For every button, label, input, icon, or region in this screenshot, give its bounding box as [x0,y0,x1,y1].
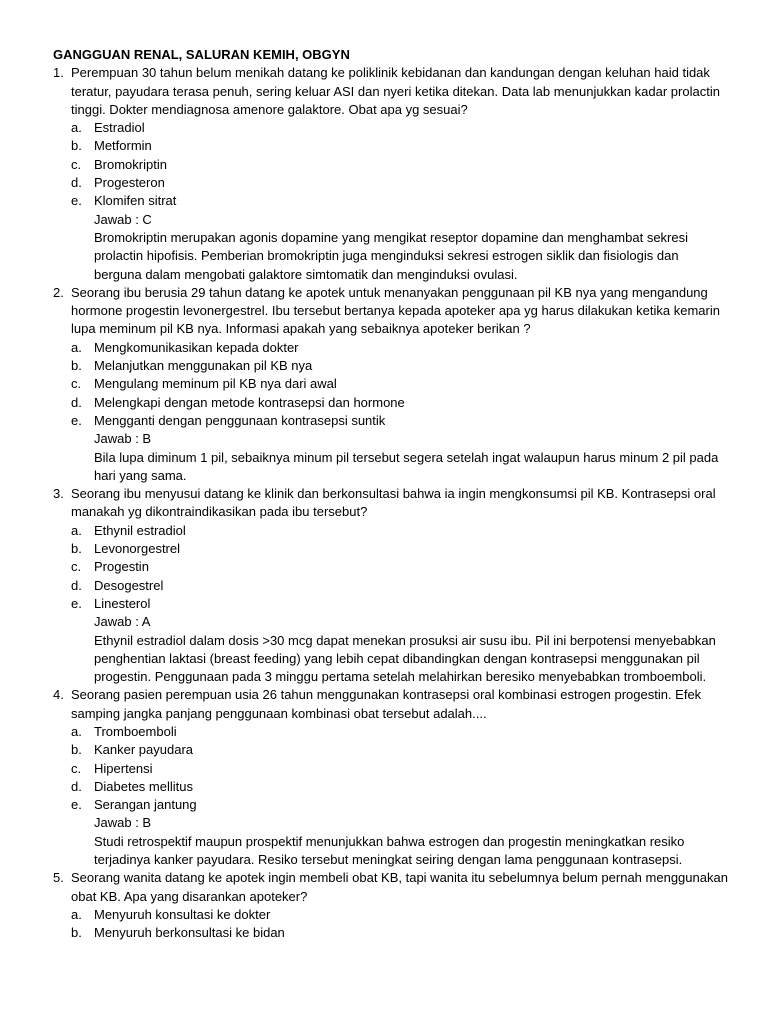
answer-key: Jawab : A [94,614,151,630]
answer-option [71,357,728,375]
option-letter: e. [71,412,82,428]
question-text: Seorang wanita datang ke apotek ingin membeli obat KB, tapi wanita itu sebelumnya belum pernah menggunakan obat KB. Apa yang disarankan apoteker? [71,870,728,904]
answer-key: Jawab : C [94,211,152,227]
option-text: Ethynil estradiol [94,522,186,538]
answer-option [71,156,728,174]
question-text: Seorang ibu berusia 29 tahun datang ke apotek untuk menanyakan penggunaan pil KB nya yang mengandung hormone progestin levonergestrel. Ibu tersebut bertanya kepada apoteker apa yg harus dilakukan ketika kemarin lupa meminum pil KB nya. Informasi apakah yang sebaiknya apoteker berikan ? [71,284,720,337]
option-text: Linesterol [94,595,151,611]
answer-explanation: Bromokriptin merupakan agonis dopamine yang mengikat reseptor dopamine dan menghambat sekresi prolactin hipofisis. Pemberian bromokriptin juga menginduksi sekresi estrogen siklik dan fisiologis dan berguna dalam mengobati galaktore simtomatik dan menginduksi ovulasi. [94,229,689,282]
question-item [53,284,728,485]
option-list [71,339,728,430]
question-number: 3. [53,486,64,502]
option-letter: d. [71,577,82,593]
answer-option [71,577,728,595]
option-text: Kanker payudara [94,742,194,758]
answer-option [71,595,728,613]
option-text: Serangan jantung [94,797,197,813]
option-text: Mengulang meminum pil KB nya dari awal [94,376,337,392]
option-text: Tromboemboli [94,723,177,739]
answer-option [71,741,728,759]
option-text: Hipertensi [94,760,153,776]
question-number: 1. [53,65,64,81]
question-item [53,64,728,284]
option-text: Progestin [94,559,149,575]
option-letter: c. [71,156,82,172]
option-letter: a. [71,723,82,739]
question-text: Seorang ibu menyusui datang ke klinik dan berkonsultasi bahwa ia ingin mengkonsumsi pil KB. Kontrasepsi oral manakah yg dikontraindikasikan pada ibu tersebut? [71,486,716,520]
option-list [71,522,728,613]
option-text: Levonorgestrel [94,541,180,557]
answer-option [71,796,728,814]
option-text: Melengkapi dengan metode kontrasepsi dan hormone [94,394,405,410]
option-text: Menyuruh berkonsultasi ke bidan [94,925,285,941]
option-letter: c. [71,559,82,575]
answer-option [71,174,728,192]
answer-option [71,558,728,576]
option-text: Estradiol [94,120,145,136]
option-letter: b. [71,541,82,557]
option-letter: d. [71,175,82,191]
answer-option [71,339,728,357]
answer-option [71,522,728,540]
document-title: GANGGUAN RENAL, SALURAN KEMIH, OBGYN [53,47,350,62]
option-letter: b. [71,742,82,758]
option-letter: a. [71,120,82,136]
option-text: Mengganti dengan penggunaan kontrasepsi suntik [94,412,386,428]
question-number: 2. [53,284,64,300]
option-letter: d. [71,778,82,794]
question-number: 4. [53,687,64,703]
option-letter: b. [71,138,82,154]
option-letter: b. [71,358,82,374]
question-item [53,869,728,942]
option-letter: c. [71,760,82,776]
answer-option [71,760,728,778]
answer-option [71,375,728,393]
question-number: 5. [53,870,64,886]
answer-explanation: Studi retrospektif maupun prospektif menunjukkan bahwa estrogen dan progestin meningkatkan resiko terjadinya kanker payudara. Resiko tersebut meningkat seiring dengan lama penggunaan kontrasepsi. [94,833,685,868]
option-letter: a. [71,906,82,922]
answer-option [71,540,728,558]
option-list [71,119,728,210]
option-list [71,906,728,943]
answer-option [71,412,728,430]
option-letter: a. [71,522,82,538]
option-text: Progesteron [94,175,165,191]
option-letter: d. [71,394,82,410]
option-text: Bromokriptin [94,156,167,172]
option-text: Klomifen sitrat [94,193,177,209]
answer-explanation: Bila lupa diminum 1 pil, sebaiknya minum pil tersebut segera setelah ingat walaupun harus minum 2 pil pada hari yang sama. [94,449,719,483]
answer-option [71,778,728,796]
option-text: Mengkomunikasikan kepada dokter [94,339,299,355]
answer-option [71,906,728,924]
option-letter: e. [71,193,82,209]
question-item [53,485,728,686]
option-letter: e. [71,797,82,813]
question-item [53,686,728,869]
answer-key: Jawab : B [94,431,152,447]
answer-key: Jawab : B [94,815,152,831]
option-text: Diabetes mellitus [94,778,193,794]
answer-option [71,192,728,210]
answer-option [71,723,728,741]
option-text: Metformin [94,138,152,154]
answer-option [71,119,728,137]
answer-option [71,924,728,942]
option-letter: b. [71,925,82,941]
answer-option [71,394,728,412]
answer-explanation: Ethynil estradiol dalam dosis >30 mcg dapat menekan prosuksi air susu ibu. Pil ini berpotensi menyebabkan penghentian laktasi (breast feeding) yang lebih cepat dibandingkan dengan kontrasepsi menggunakan pil progestin. Penggunaan pada 3 minggu pertama setelah melahirkan beresiko menyebabkan tromboemboli. [94,632,716,685]
answer-option [71,137,728,155]
option-letter: a. [71,339,82,355]
option-text: Desogestrel [94,577,164,593]
question-list [53,64,728,942]
option-text: Menyuruh konsultasi ke dokter [94,906,271,922]
option-letter: e. [71,595,82,611]
question-text: Seorang pasien perempuan usia 26 tahun menggunakan kontrasepsi oral kombinasi estrogen progestin. Efek samping jangka panjang penggunaan kombinasi obat tersebut adalah.... [71,687,702,721]
question-text: Perempuan 30 tahun belum menikah datang ke poliklinik kebidanan dan kandungan dengan keluhan haid tidak teratur, payudara terasa penuh, sering keluar ASI dan nyeri ketika ditekan. Data lab menunjukkan kadar prolactin tinggi. Dokter mendiagnosa amenore galaktore. Obat apa yg sesuai? [71,65,720,117]
option-list [71,723,728,814]
option-text: Melanjutkan menggunakan pil KB nya [94,358,313,374]
option-letter: c. [71,376,82,392]
